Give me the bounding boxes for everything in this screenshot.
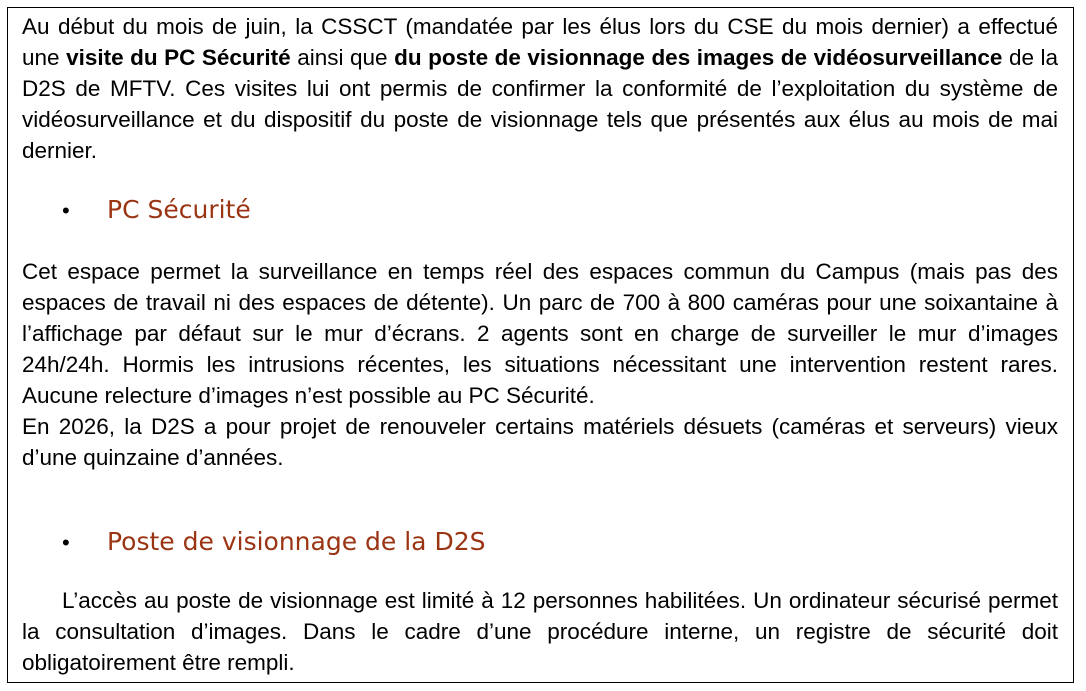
pc-securite-paragraph-2026: En 2026, la D2S a pour projet de renouveler certains matériels désuets (caméras et serveurs) vieux d’une quinzaine d’années. bbox=[22, 414, 1058, 470]
intro-paragraph bbox=[22, 11, 1058, 166]
intro-text-3: de la D2S de MFTV. Ces visites lui ont permis de confirmer la conformité de l’exploitation du système de vidéosurveillance et du dispositif du poste de visionnage tels que présentés aux élus au mois de mai dernier. bbox=[22, 45, 1058, 163]
pc-securite-body bbox=[22, 256, 1058, 473]
intro-bold-pc-securite: visite du PC Sécurité bbox=[66, 45, 291, 70]
bullet-icon: • bbox=[62, 530, 70, 555]
section-heading-pc-securite bbox=[62, 193, 251, 228]
section-title: PC Sécurité bbox=[107, 195, 251, 224]
intro-text-1: Au début du mois de juin, la CSSCT (mandatée par les élus lors du CSE du mois dernier) a effectué une bbox=[22, 14, 1058, 70]
section-heading-poste-visionnage bbox=[62, 525, 485, 560]
intro-text-2: ainsi que bbox=[290, 45, 395, 70]
pc-securite-paragraph: Cet espace permet la surveillance en temps réel des espaces commun du Campus (mais pas des espaces de travail ni des espaces de détente). Un parc de 700 à 800 caméras pour une soixantaine à l’affichage par défaut sur le mur d’écrans. 2 agents sont en charge de surveiller le mur d’images 24h/24h. Hormis les intrusions récentes, les situations nécessitant une intervention restent rares. Aucune relecture d’images n’est possible au PC Sécurité. bbox=[22, 259, 1058, 408]
section-title: Poste de visionnage de la D2S bbox=[107, 527, 486, 556]
intro-bold-poste-visionnage: du poste de visionnage des images de vidéosurveillance bbox=[394, 45, 1003, 70]
bullet-icon: • bbox=[62, 198, 70, 223]
poste-visionnage-paragraph: L’accès au poste de visionnage est limité à 12 personnes habilitées. Un ordinateur sécurisé permet la consultation d’images. Dans le cadre d’une procédure interne, un registre de sécurité doit obligatoirement être rempli. bbox=[22, 588, 1058, 675]
